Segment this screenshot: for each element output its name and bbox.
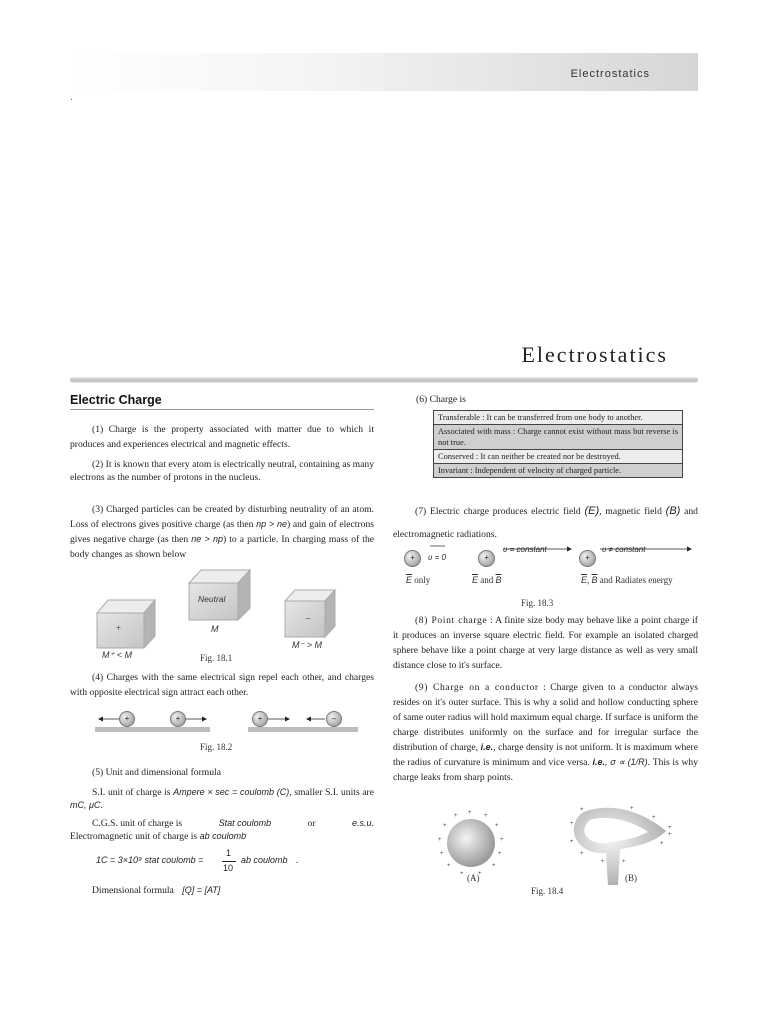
right-base-bar bbox=[248, 727, 358, 732]
si-text-a: S.I. unit of charge is bbox=[92, 787, 171, 798]
eq-fraction-bar bbox=[222, 861, 236, 862]
svg-text:+: + bbox=[630, 806, 634, 812]
em-text: Electromagnetic unit of charge is bbox=[70, 831, 198, 842]
fig3-label-3-b: $\overline{B}$ bbox=[591, 575, 598, 585]
p7-b-field: (B) bbox=[665, 505, 681, 517]
neutral-box-label: Neutral bbox=[198, 594, 226, 604]
table-row-transferable: Transferable : It can be transferred from one body to another. bbox=[434, 411, 683, 425]
p3-text-a: (3) Charged particles can be created by disturbing neutrality of an atom. Loss of electrons gives positive charge (as then bbox=[70, 504, 374, 530]
p2-text: (2) It is known that every atom is electrically neutral, containing as many electrons as the number of protons in the nucleus. bbox=[70, 459, 374, 483]
p1-text: (1) Charge is the property associated with matter due to which it produces and experiences electrical and magnetic effects. bbox=[70, 424, 374, 450]
equation-line bbox=[96, 848, 366, 876]
eq-denominator: 10 bbox=[223, 863, 234, 873]
cgs-esu: e.s.u. bbox=[351, 818, 374, 828]
fig4-caption: Fig. 18.4 bbox=[531, 886, 564, 896]
accelerating-charge: + bbox=[579, 550, 596, 567]
running-title: Electrostatics bbox=[570, 68, 650, 80]
p8-title: (8) Point charge bbox=[415, 615, 488, 626]
fig3-label-1-e: $\overline{E}$ bbox=[406, 575, 413, 585]
svg-text:+: + bbox=[495, 823, 499, 829]
moving-charge: + bbox=[478, 550, 495, 567]
fig2-caption: Fig. 18.2 bbox=[200, 742, 233, 752]
cgs-or: or bbox=[307, 818, 316, 829]
section-rule bbox=[70, 409, 374, 410]
stationary-charge: + bbox=[404, 550, 421, 567]
svg-text:+: + bbox=[438, 837, 442, 843]
svg-text:+: + bbox=[454, 813, 458, 819]
positive-box bbox=[97, 600, 155, 648]
p7-text-a: (7) Electric charge produces electric field bbox=[415, 506, 581, 517]
paragraph-2 bbox=[70, 458, 374, 484]
fig3-label-1-text: only bbox=[414, 575, 431, 585]
p9-text-a: : Charge given to a conductor always resides on it's outer surface. This is why a solid and hollow conducting sphere of same outer radius will hold maximum equal charge. If surface is uniform the charge distributes uniformly on the surface and for irregular surface the distribution of charge, bbox=[393, 682, 699, 753]
fig3-label-1 bbox=[406, 575, 430, 585]
svg-text:+: + bbox=[500, 837, 504, 843]
chapter-title: Electrostatics bbox=[521, 342, 668, 367]
label-m-minus: M⁻ > M bbox=[292, 640, 323, 650]
charge-ball-1: + bbox=[119, 711, 135, 727]
charge-ball-4: – bbox=[326, 711, 342, 727]
paragraph-5 bbox=[92, 765, 372, 780]
paragraph-1 bbox=[70, 422, 374, 452]
figure-18-1 bbox=[88, 568, 368, 668]
svg-text:+: + bbox=[460, 871, 464, 877]
dim-formula: [Q] = [AT] bbox=[182, 885, 221, 895]
fig4-label-b: (B) bbox=[625, 873, 637, 883]
svg-text:+: + bbox=[484, 813, 488, 819]
svg-text:+: + bbox=[447, 863, 451, 869]
p5-text: (5) Unit and dimensional formula bbox=[92, 767, 221, 778]
p7-text-b: , magnetic field bbox=[599, 506, 662, 517]
p9-relation: , σ ∝ (1/R) bbox=[605, 757, 648, 767]
negative-box-sign: – bbox=[306, 613, 311, 623]
eq-lhs: 1C = 3×10⁹ stat coulomb = bbox=[96, 855, 204, 865]
table-row-invariant: Invariant : Independent of velocity of charged particle. bbox=[434, 464, 683, 478]
svg-text:+: + bbox=[660, 841, 664, 847]
p3-relation-2: ne > np bbox=[191, 534, 223, 544]
p9-text-b: , charge density is not uniform. It is maximum where the radius of curvature is minimum and vice versa. bbox=[393, 742, 698, 768]
svg-text:+: + bbox=[580, 851, 584, 857]
table-row-mass: Associated with mass : Charge cannot exist without mass but reverse is not true. bbox=[434, 425, 683, 450]
positive-box-sign: + bbox=[116, 623, 122, 633]
si-small-units: mC, μC bbox=[70, 800, 101, 810]
svg-text:+: + bbox=[440, 851, 444, 857]
cgs-unit: Stat coulomb bbox=[218, 818, 272, 828]
svg-text:+: + bbox=[622, 859, 626, 865]
si-unit: Ampere × sec = coulomb (C) bbox=[173, 787, 290, 797]
charge-properties-table bbox=[433, 410, 683, 478]
left-base-bar bbox=[95, 727, 210, 732]
velocity-zero-label: υ = 0 bbox=[428, 553, 446, 562]
section-heading: Electric Charge bbox=[70, 393, 162, 407]
dimensional-para bbox=[92, 883, 372, 898]
cgs-text-a: C.G.S. unit of charge is bbox=[92, 818, 183, 829]
fig3-caption: Fig. 18.3 bbox=[521, 598, 554, 608]
fig4-label-a: (A) bbox=[467, 873, 480, 883]
svg-text:+: + bbox=[468, 810, 472, 816]
fig3-label-2-b: $\overline{B}$ bbox=[495, 575, 502, 585]
label-m-plus: M⁺ < M bbox=[102, 650, 133, 660]
fig1-caption: Fig. 18.1 bbox=[200, 653, 233, 663]
paragraph-6 bbox=[416, 392, 696, 407]
p4-text: (4) Charges with the same electrical sign repel each other, and charges with opposite electrical sign attract each other. bbox=[70, 672, 374, 698]
p7-e-field: (E) bbox=[584, 505, 600, 517]
label-m: M bbox=[211, 624, 219, 634]
si-unit-para: S.I. unit of charge is Ampere × sec = coulomb (C), smaller S.I. units are mC, μC. bbox=[70, 787, 374, 811]
eq-numerator: 1 bbox=[226, 848, 232, 858]
charge-ball-3: + bbox=[252, 711, 268, 727]
fig3-label-3: $\overline{E}$, $\overline{B}$ and Radiates energy bbox=[581, 575, 673, 585]
charge-ball-2: + bbox=[170, 711, 186, 727]
p9-ie-2: i.e. bbox=[592, 757, 606, 767]
paragraph-9 bbox=[393, 680, 698, 785]
velocity-not-constant-label: υ ≠ constant bbox=[602, 545, 646, 554]
svg-text:+: + bbox=[668, 832, 672, 838]
svg-text:+: + bbox=[570, 821, 574, 827]
em-unit: ab coulomb bbox=[199, 831, 247, 841]
svg-text:+: + bbox=[492, 863, 496, 869]
svg-text:+: + bbox=[570, 839, 574, 845]
dim-text: Dimensional formula bbox=[92, 885, 174, 896]
paragraph-8 bbox=[393, 613, 698, 673]
cgs-line bbox=[70, 817, 374, 830]
p3-text-b: ) and gain of electrons gives negative charge (as then bbox=[70, 519, 374, 545]
svg-text:+: + bbox=[601, 859, 605, 865]
p9-ie-1: i.e. bbox=[480, 742, 494, 752]
p8-text: : A finite size body may behave like a point charge if it produces an inverse square electric field. For example an isolated charged sphere behave like a point charge at very large distance as well as very small distance close to it's surface. bbox=[393, 615, 698, 671]
table-row-conserved: Conserved : It can neither be created nor be destroyed. bbox=[434, 450, 683, 464]
figure-18-3 bbox=[400, 540, 700, 610]
paragraph-4 bbox=[70, 670, 374, 700]
svg-text:+: + bbox=[478, 871, 482, 877]
p9-title: (9) Charge on a conductor bbox=[415, 682, 539, 693]
velocity-constant-label: υ = constant bbox=[503, 545, 547, 554]
svg-text:+: + bbox=[443, 823, 447, 829]
fig3-label-2 bbox=[472, 575, 502, 585]
svg-text:+: + bbox=[652, 815, 656, 821]
p3-text-c: ) to a particle. In charging mass of the body changes as shown below bbox=[70, 534, 375, 560]
svg-text:+: + bbox=[498, 851, 502, 857]
svg-text:+: + bbox=[668, 825, 672, 831]
p7-text-c: and electromagnetic radiations. bbox=[393, 506, 698, 540]
p9-text-c: . This is why charge leaks from sharp points. bbox=[393, 757, 699, 783]
cgs-para bbox=[70, 817, 374, 843]
p3-relation-1: np > ne bbox=[256, 519, 287, 529]
stray-dot bbox=[71, 99, 72, 100]
fig3-label-3-text: and Radiates energy bbox=[599, 575, 673, 585]
sphere-conductor bbox=[438, 810, 504, 877]
eq-rhs: ab coulomb bbox=[241, 855, 288, 865]
si-text-b: , smaller S.I. units are bbox=[289, 787, 374, 798]
fig3-label-2-and: and bbox=[480, 575, 494, 585]
irregular-conductor bbox=[570, 806, 672, 885]
em-line bbox=[70, 830, 374, 843]
svg-text:+: + bbox=[580, 807, 584, 813]
eq-period: . bbox=[296, 855, 299, 865]
figure-18-2 bbox=[90, 708, 360, 758]
chapter-rule bbox=[70, 377, 698, 383]
paragraph-3 bbox=[70, 502, 374, 562]
p6-text: (6) Charge is bbox=[416, 394, 466, 405]
figure-18-4 bbox=[430, 805, 700, 900]
fig3-label-3-e: $\overline{E}$ bbox=[581, 575, 588, 585]
fig3-label-2-e: $\overline{E}$ bbox=[472, 575, 479, 585]
